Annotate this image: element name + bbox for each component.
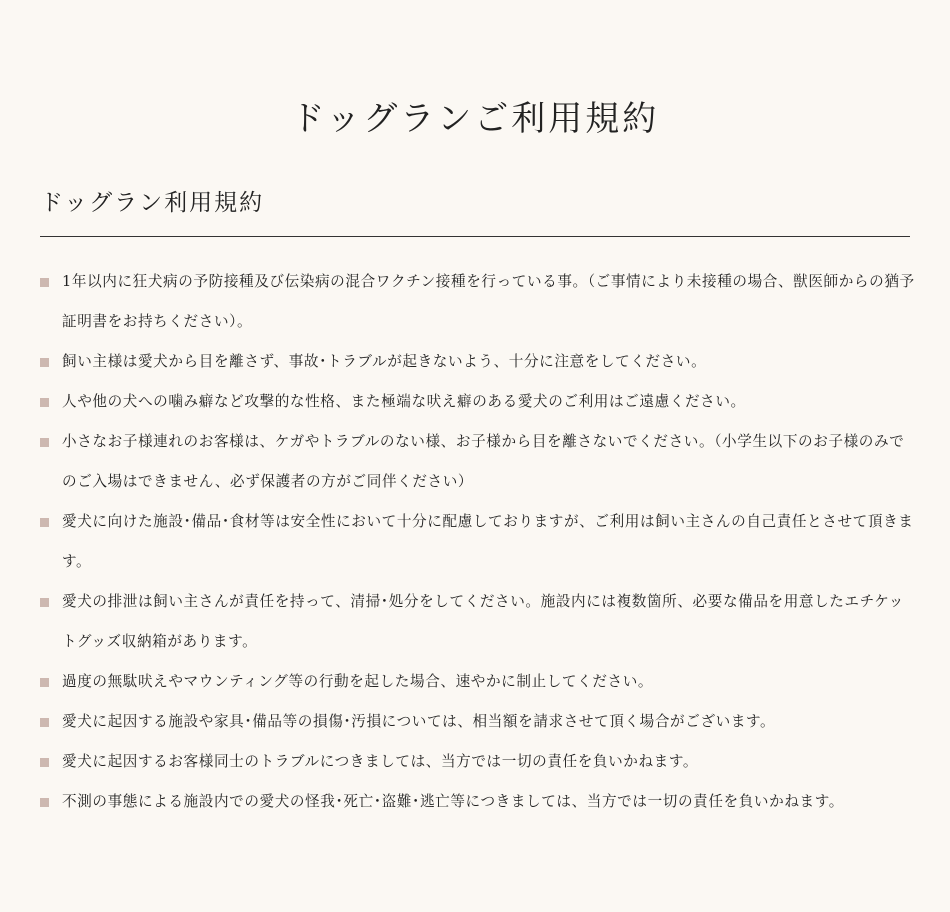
square-bullet-icon [40,678,49,687]
list-item [40,582,918,662]
rule-text: 小さなお子様連れのお客様は、ケガやトラブルのない様、お子様から目を離さないでください。（小学生以下のお子様のみでのご入場はできません、必ず保護者の方がご同伴ください） [62,433,905,490]
square-bullet-icon [40,718,49,727]
rule-text: 1年以内に狂犬病の予防接種及び伝染病の混合ワクチン接種を行っている事。（ご事情により未接種の場合、獣医師からの猶予証明書をお持ちください）。 [62,273,915,330]
rule-text: 愛犬の排泄は飼い主さんが責任を持って、清掃･処分をしてください。施設内には複数箇所、必要な備品を用意したエチケットグッズ収納箱があります。 [62,593,904,650]
list-item [40,382,918,422]
list-item [40,262,918,342]
square-bullet-icon [40,758,49,767]
list-item [40,782,918,822]
terms-list [40,262,918,822]
list-item [40,422,918,502]
list-item [40,742,918,782]
rule-text: 愛犬に起因するお客様同士のトラブルにつきましては、当方では一切の責任を負いかねます。 [62,753,699,770]
page-title: ドッグランご利用規約 [290,99,660,139]
square-bullet-icon [40,438,49,447]
square-bullet-icon [40,798,49,807]
square-bullet-icon [40,518,49,527]
list-item [40,662,918,702]
section-heading: ドッグラン利用規約 [40,190,265,216]
rule-text: 愛犬に起因する施設や家具･備品等の損傷･汚損については、相当額を請求させて頂く場合がございます。 [62,713,776,730]
rule-text: 過度の無駄吠えやマウンティング等の行動を起した場合、速やかに制止してください。 [62,673,654,690]
list-item [40,502,918,582]
section-divider [40,236,910,237]
list-item [40,342,918,382]
square-bullet-icon [40,358,49,367]
rule-text: 飼い主様は愛犬から目を離さず、事故･トラブルが起きないよう、十分に注意をしてください。 [62,353,707,370]
square-bullet-icon [40,278,49,287]
square-bullet-icon [40,598,49,607]
rule-text: 愛犬に向けた施設･備品･食材等は安全性において十分に配慮しておりますが、ご利用は飼い主さんの自己責任とさせて頂きます。 [62,513,914,570]
rule-text: 不測の事態による施設内での愛犬の怪我･死亡･盗難･逃亡等につきましては、当方では一切の責任を負いかねます。 [62,793,844,810]
list-item [40,702,918,742]
rule-text: 人や他の犬への噛み癖など攻撃的な性格、また極端な吠え癖のある愛犬のご利用はご遠慮ください。 [62,393,746,410]
square-bullet-icon [40,398,49,407]
